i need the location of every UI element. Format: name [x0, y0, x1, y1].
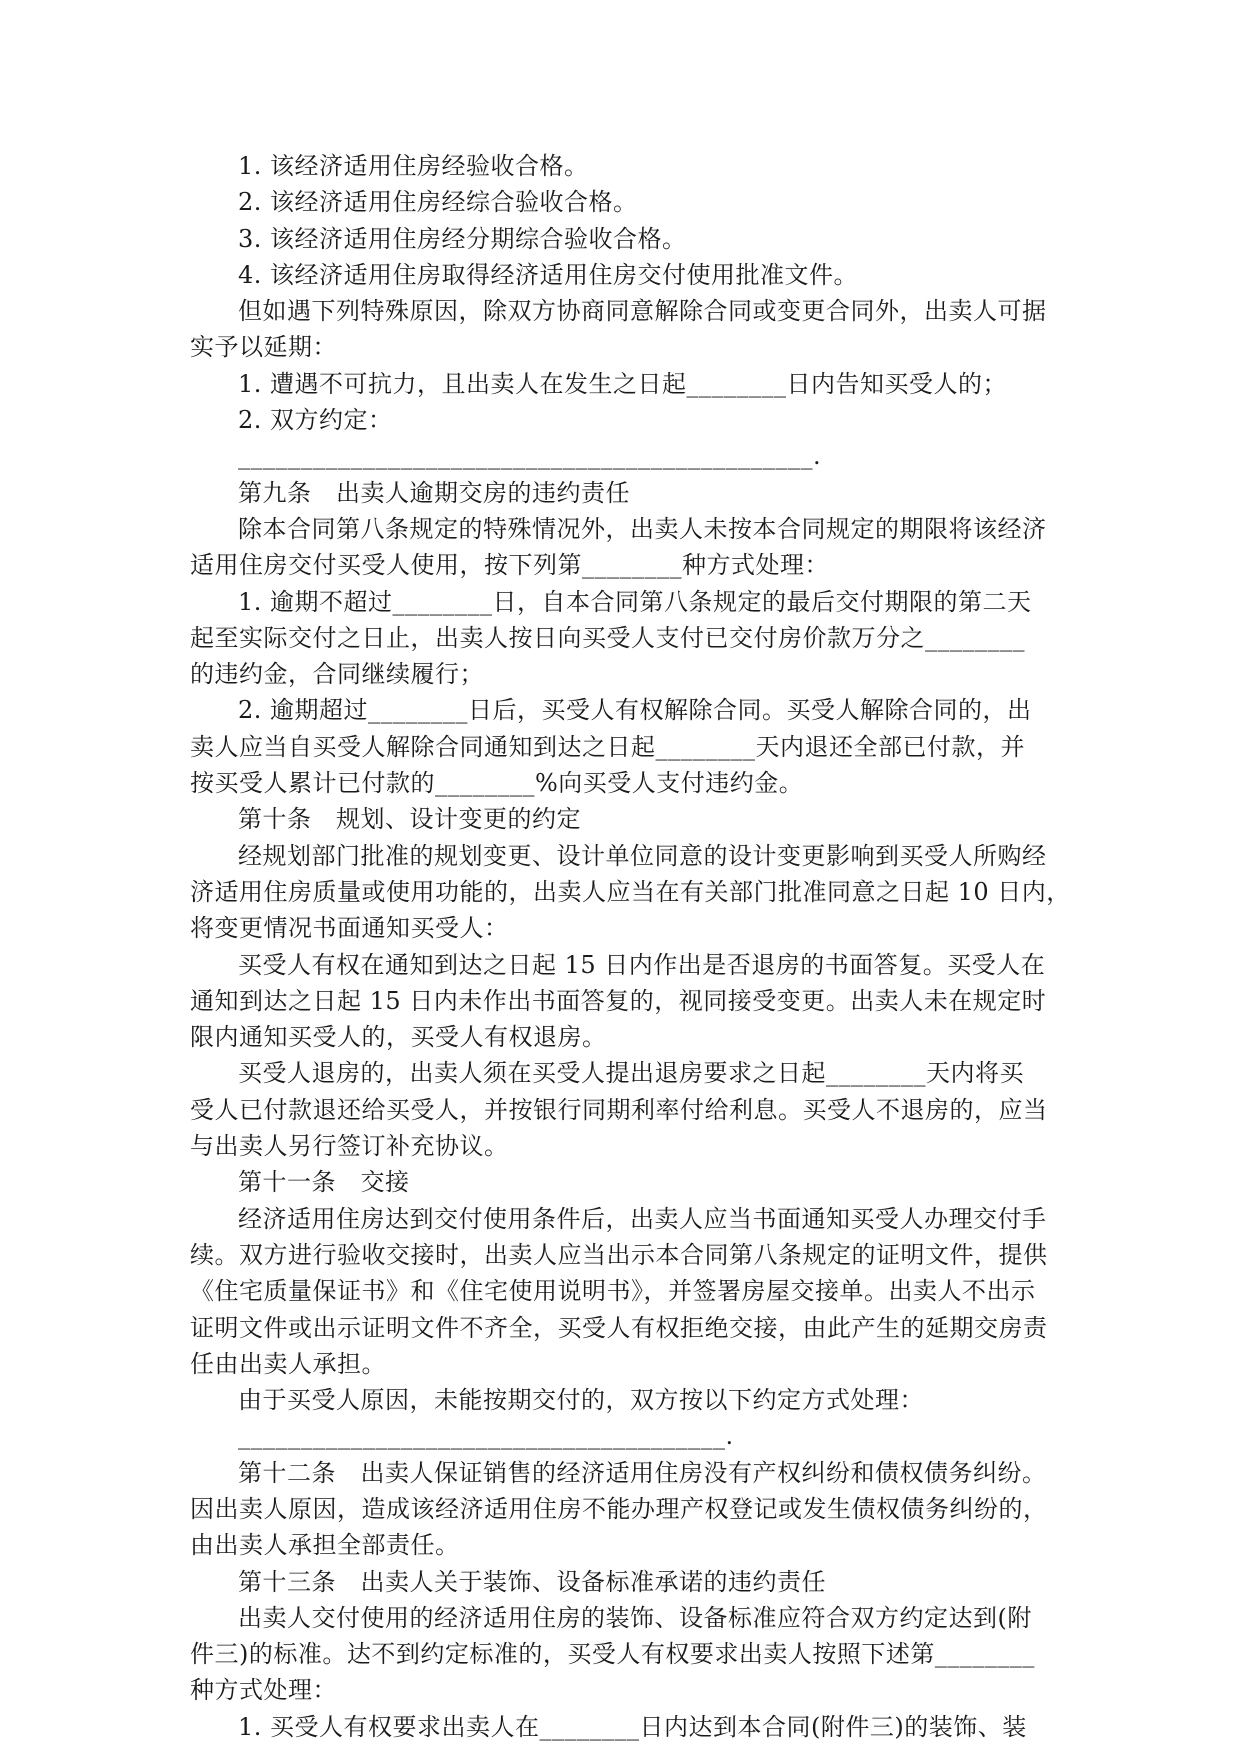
text-line: 2. 逾期超过________日后，买受人有权解除合同。买受人解除合同的，出 [238, 696, 1032, 725]
text-line: 除本合同第八条规定的特殊情况外，出卖人未按本合同规定的期限将该经济 [238, 514, 1047, 543]
text-line: 出卖人交付使用的经济适用住房的装饰、设备标准应符合双方约定达到(附 [238, 1603, 1032, 1632]
text-line: 与出卖人另行签订补充协议。 [190, 1132, 509, 1161]
text-line: 由于买受人原因，未能按期交付的，双方按以下约定方式处理： [238, 1386, 924, 1415]
text-line: 济适用住房质量或使用功能的，出卖人应当在有关部门批准同意之日起 10 日内， [190, 877, 1071, 906]
text-line: 4. 该经济适用住房取得经济适用住房交付使用批准文件。 [238, 260, 859, 289]
text-line: 因出卖人原因，造成该经济适用住房不能办理产权登记或发生债权债务纠纷的， [190, 1494, 1048, 1523]
text-line: 的违约金，合同继续履行； [190, 660, 484, 689]
text-line: 将变更情况书面通知买受人： [190, 914, 509, 943]
text-line: 第十二条 出卖人保证销售的经济适用住房没有产权纠纷和债权债务纠纷。 [238, 1458, 1047, 1487]
text-line: 经济适用住房达到交付使用条件后，出卖人应当书面通知买受人办理交付手 [238, 1204, 1047, 1233]
text-line: 经规划部门批准的规划变更、设计单位同意的设计变更影响到买受人所购经 [238, 841, 1047, 870]
text-line: 卖人应当自买受人解除合同通知到达之日起________天内退还全部已付款，并 [190, 732, 1025, 761]
text-line: 1. 该经济适用住房经验收合格。 [238, 152, 589, 180]
text-line: 3. 该经济适用住房经分期综合验收合格。 [238, 224, 687, 253]
text-line: 2. 双方约定： [238, 406, 393, 435]
document-page [190, 148, 1071, 1745]
text-line: 1. 逾期不超过________日，自本合同第八条规定的最后交付期限的第二天 [238, 587, 1032, 616]
text-line: 任由出卖人承担。 [190, 1349, 386, 1378]
text-line: ______________________________________________. [238, 442, 822, 471]
text-line: 第九条 出卖人逾期交房的违约责任 [238, 478, 630, 507]
text-line: 通知到达之日起 15 日内未作出书面答复的，视同接受变更。出卖人未在规定时 [190, 986, 1047, 1015]
text-line: 限内通知买受人的，买受人有权退房。 [190, 1023, 607, 1052]
text-line: 1. 买受人有权要求出卖人在________日内达到本合同(附件三)的装饰、装 [238, 1712, 1027, 1741]
text-line: 起至实际交付之日止，出卖人按日向买受人支付已交付房价款万分之________ [190, 623, 1025, 652]
text-line: 续。双方进行验收交接时，出卖人应当出示本合同第八条规定的证明文件，提供 [190, 1240, 1048, 1269]
text-line: 按买受人累计已付款的________%向买受人支付违约金。 [190, 769, 804, 798]
text-line: 第十一条 交接 [238, 1168, 410, 1197]
text-line: 实予以延期： [190, 333, 337, 362]
text-line: 但如遇下列特殊原因，除双方协商同意解除合同或变更合同外，出卖人可据 [238, 297, 1047, 326]
text-line: 件三)的标准。达不到约定标准的，买受人有权要求出卖人按照下述第________ [190, 1640, 1035, 1669]
text-line: 《住宅质量保证书》和《住宅使用说明书》，并签署房屋交接单。出卖人不出示 [190, 1277, 1036, 1306]
text-line: 适用住房交付买受人使用，按下列第________种方式处理： [190, 551, 829, 580]
text-line: 受人已付款退还给买受人，并按银行同期利率付给利息。买受人不退房的，应当 [190, 1095, 1048, 1124]
text-line: 由出卖人承担全部责任。 [190, 1531, 460, 1560]
text-line: 种方式处理： [190, 1676, 337, 1705]
text-line: 第十三条 出卖人关于装饰、设备标准承诺的违约责任 [238, 1567, 826, 1596]
text-line: 第十条 规划、设计变更的约定 [238, 805, 581, 834]
text-line: _______________________________________. [238, 1422, 734, 1451]
text-line: 买受人有权在通知到达之日起 15 日内作出是否退房的书面答复。买受人在 [238, 950, 1046, 979]
text-line: 1. 遭遇不可抗力，且出卖人在发生之日起________日内告知买受人的； [238, 369, 1008, 398]
text-line: 买受人退房的，出卖人须在买受人提出退房要求之日起________天内将买 [238, 1059, 1024, 1088]
text-line: 2. 该经济适用住房经综合验收合格。 [238, 188, 638, 217]
text-line: 证明文件或出示证明文件不齐全，买受人有权拒绝交接，由此产生的延期交房责 [190, 1313, 1048, 1342]
